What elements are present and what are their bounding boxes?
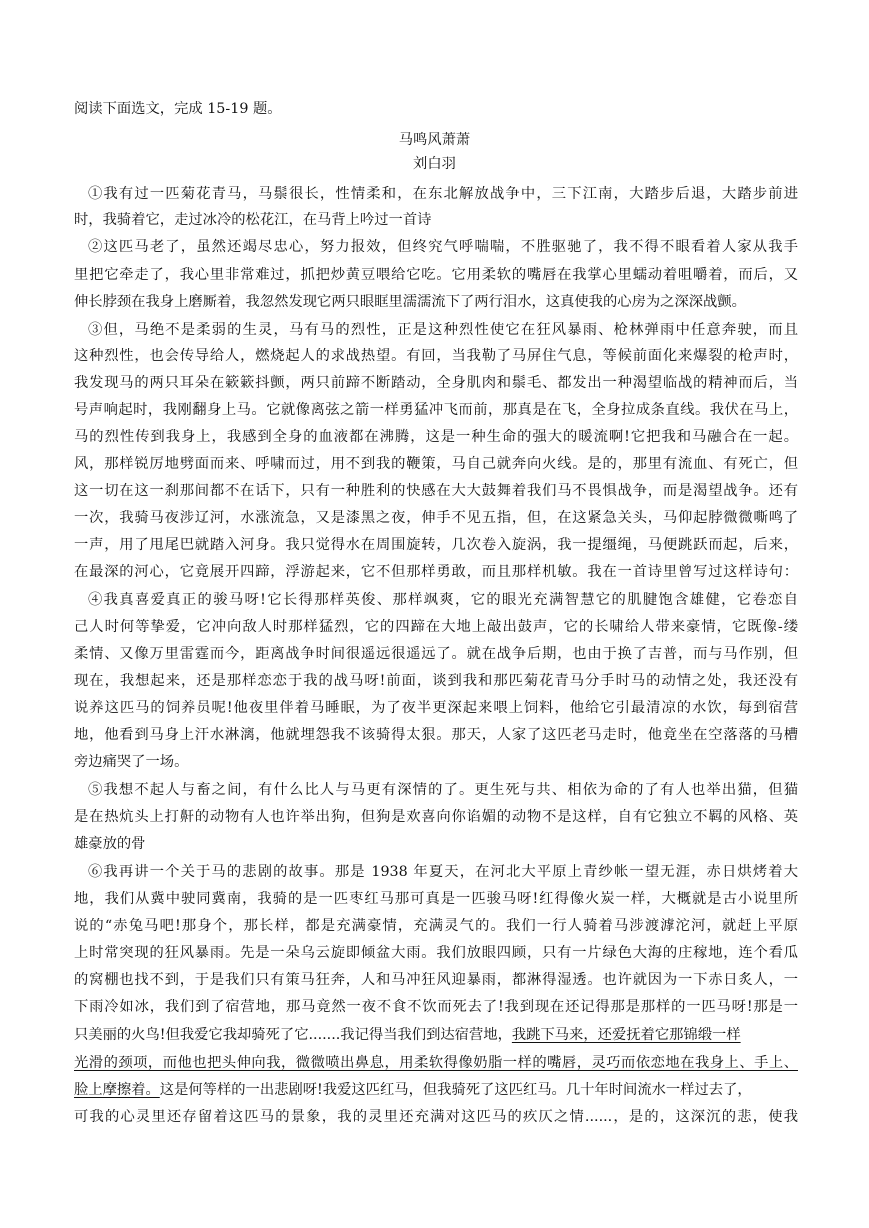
article-author: 刘白羽 — [413, 156, 456, 172]
paragraph-line: 的窝棚也找不到，于是我们只有策马狂奔，人和马冲狂风迎暴雨，都淋得湿透。也许就因为一下赤日炙人，一 — [74, 972, 798, 988]
paragraph-line: ③但，马绝不是柔弱的生灵，马有马的烈性，正是这种烈性使它在狂风暴雨、枪林弹雨中任意奔驶，而且 — [88, 322, 798, 338]
paragraph-line: 里把它牵走了，我心里非常难过，抓把炒黄豆喂给它吃。它用柔软的嘴唇在我掌心里蠕动着咀嚼着，而后，又 — [74, 267, 798, 283]
paragraph-line — [74, 1022, 798, 1048]
paragraph-line: 可我的心灵里还存留着这匹马的景象，我的灵里还充满对这匹马的疚仄之情......，是的，这深沉的悲，使我 — [74, 1109, 798, 1125]
instruction: 阅读下面选文，完成 15-19 题。 — [74, 101, 282, 117]
paragraph-line: 旁边痛哭了一场。 — [74, 754, 189, 770]
paragraph-line: 风，那样锐厉地劈面而来、呼啸而过，用不到我的鞭策，马自己就奔向火线。是的，那里有流血、有死亡，但 — [74, 456, 798, 472]
paragraph-line: 现在，我想起来，还是那样恋恋于我的战马呀!前面，谈到我和那匹菊花青马分手时马的动情之处，我还没有 — [74, 673, 798, 689]
paragraph-line: 这种烈性，也会传导给人，燃烧起人的求战热望。有回，当我勒了马屏住气息，等候前面化来爆裂的枪声时， — [74, 348, 798, 364]
underlined-line: 光滑的颈项，而他也把头伸向我，微微喷出鼻息，用柔软得像奶脂一样的嘴唇，灵巧而依恋地在我身上、手上、 — [74, 1055, 798, 1071]
paragraph-line: ④我真喜爱真正的骏马呀!它长得那样英俊、那样飒爽，它的眼光充满智慧它的肌腱饱含雄健，它卷恋自 — [88, 592, 798, 608]
paragraph-line: ⑥我再讲一个关于马的悲剧的故事。那是 1938 年夏天，在河北大平原上青纱帐一望无涯，赤日烘烤着大 — [88, 864, 798, 880]
paragraph-line — [74, 1077, 798, 1103]
line-text: 只美丽的火鸟!但我爱它我却骑死了它.......我记得当我们到达宿营地， — [74, 1027, 512, 1043]
line-text: 这是何等样的一出悲剧呀!我爱这匹红马，但我骑死了这匹红马。几十年时间流水一样过去了， — [159, 1082, 752, 1098]
paragraph-line: 时，我骑着它，走过冰冷的松花江，在马背上吟过一首诗 — [74, 212, 432, 228]
paragraph-line: 柔情、又像万里雷霆而今，距离战争时间很遥远很遥远了。就在战争后期，也由于换了吉普，而与马作别，但 — [74, 646, 798, 662]
paragraph-line: 一声，用了甩尾巴就踏入河身。我只觉得水在周围旋转，几次卷入旋涡，我一提缰绳，马便跳跃而起，后来， — [74, 537, 798, 553]
paragraph-line: 我发现马的两只耳朵在簌簌抖颤，两只前蹄不断踏动，全身肌肉和鬃毛、都发出一种渴望临战的精神而后，当 — [74, 375, 798, 391]
paragraph-line: 一次，我骑马夜涉辽河，水涨流急，又是漆黑之夜，伸手不见五指，但，在这紧急关头，马仰起脖微微嘶鸣了 — [74, 510, 798, 526]
paragraph-line: ①我有过一匹菊花青马，马鬃很长，性情柔和，在东北解放战争中，三下江南，大踏步后退，大踏步前进 — [88, 186, 798, 202]
paragraph-line: 说的“赤兔马吧!那身个，那长样，都是充满豪情，充满灵气的。我们一行人骑着马涉渡滹沱河，就赶上平原 — [74, 918, 798, 934]
paragraph-line: ⑤我想不起人与畜之间，有什么比人与马更有深情的了。更生死与共、相依为命的了有人也举出猫，但猫 — [88, 782, 798, 798]
paragraph-line: 下雨冷如冰，我们到了宿营地，那马竟然一夜不食不饮而死去了!我到现在还记得那是那样的一匹马呀!那是一 — [74, 999, 798, 1015]
paragraph-line: 号声响起时，我刚翻身上马。它就像离弦之箭一样勇猛冲飞而前，那真是在飞，全身拉成条直线。我伏在马上， — [74, 402, 798, 418]
paragraph-line: ②这匹马老了，虽然还竭尽忠心，努力报效，但终究气呼喘喘，不胜驱驰了，我不得不眼看着人家从我手 — [88, 239, 798, 255]
paragraph-line: 这一切在这一刹那间都不在话下，只有一种胜利的快感在大大鼓舞着我们马不畏惧战争，而是渴望战争。还有 — [74, 483, 798, 499]
paragraph-line: 说养这匹马的饲养员呢!他夜里伴着马睡眠，为了夜半更深起来喂上饲料，他给它引最清凉的水饮，每到宿营 — [74, 700, 798, 716]
article-title: 马鸣风萧萧 — [398, 132, 471, 148]
paragraph-line: 上时常突现的狂风暴雨。先是一朵乌云旋即倾盆大雨。我们放眼四顾，只有一片绿色大海的庄稼地，连个看瓜 — [74, 945, 798, 961]
paragraph-line: 在最深的河心，它竟展开四蹄，浮游起来，它不但那样勇敢，而且那样机敏。我在一首诗里曾写过这样诗句： — [74, 564, 798, 580]
paragraph-line: 伸长脖颈在我身上磨厮着，我忽然发现它两只眼眶里濡濡流下了两行泪水，这真使我的心房为之深深战颤。 — [74, 294, 746, 310]
paragraph-line: 雄豪放的骨 — [74, 836, 146, 852]
paragraph-line: 马的烈性传到我身上，我感到全身的血液都在沸腾，这是一种生命的强大的暖流啊!它把我和马融合在一起。 — [74, 429, 798, 445]
underlined-phrase: 脸上摩擦着。 — [74, 1082, 160, 1098]
paragraph-line: 是在热炕头上打鼾的动物有人也许举出狗，但狗是欢喜向你谄媚的动物不是这样，自有它独立不羁的风格、英 — [74, 809, 798, 825]
paragraph-line: 地，我们从冀中驶同冀南，我骑的是一匹枣红马那可真是一匹骏马呀!红得像火炭一样，大概就是古小说里所 — [74, 891, 798, 907]
paragraph-line: 己人时何等挚爱，它冲向敌人时那样猛烈，它的四蹄在大地上敲出鼓声，它的长啸给人带来豪情，它既像-缕 — [74, 619, 798, 635]
underlined-phrase: 我跳下马来，还爱抚着它那锦缎一样 — [511, 1027, 741, 1043]
paragraph-line: 地，他看到马身上汗水淋漓，他就埋怨我不该骑得太狠。那天，人家了这匹老马走时，他竟坐在空落落的马槽 — [74, 727, 798, 743]
